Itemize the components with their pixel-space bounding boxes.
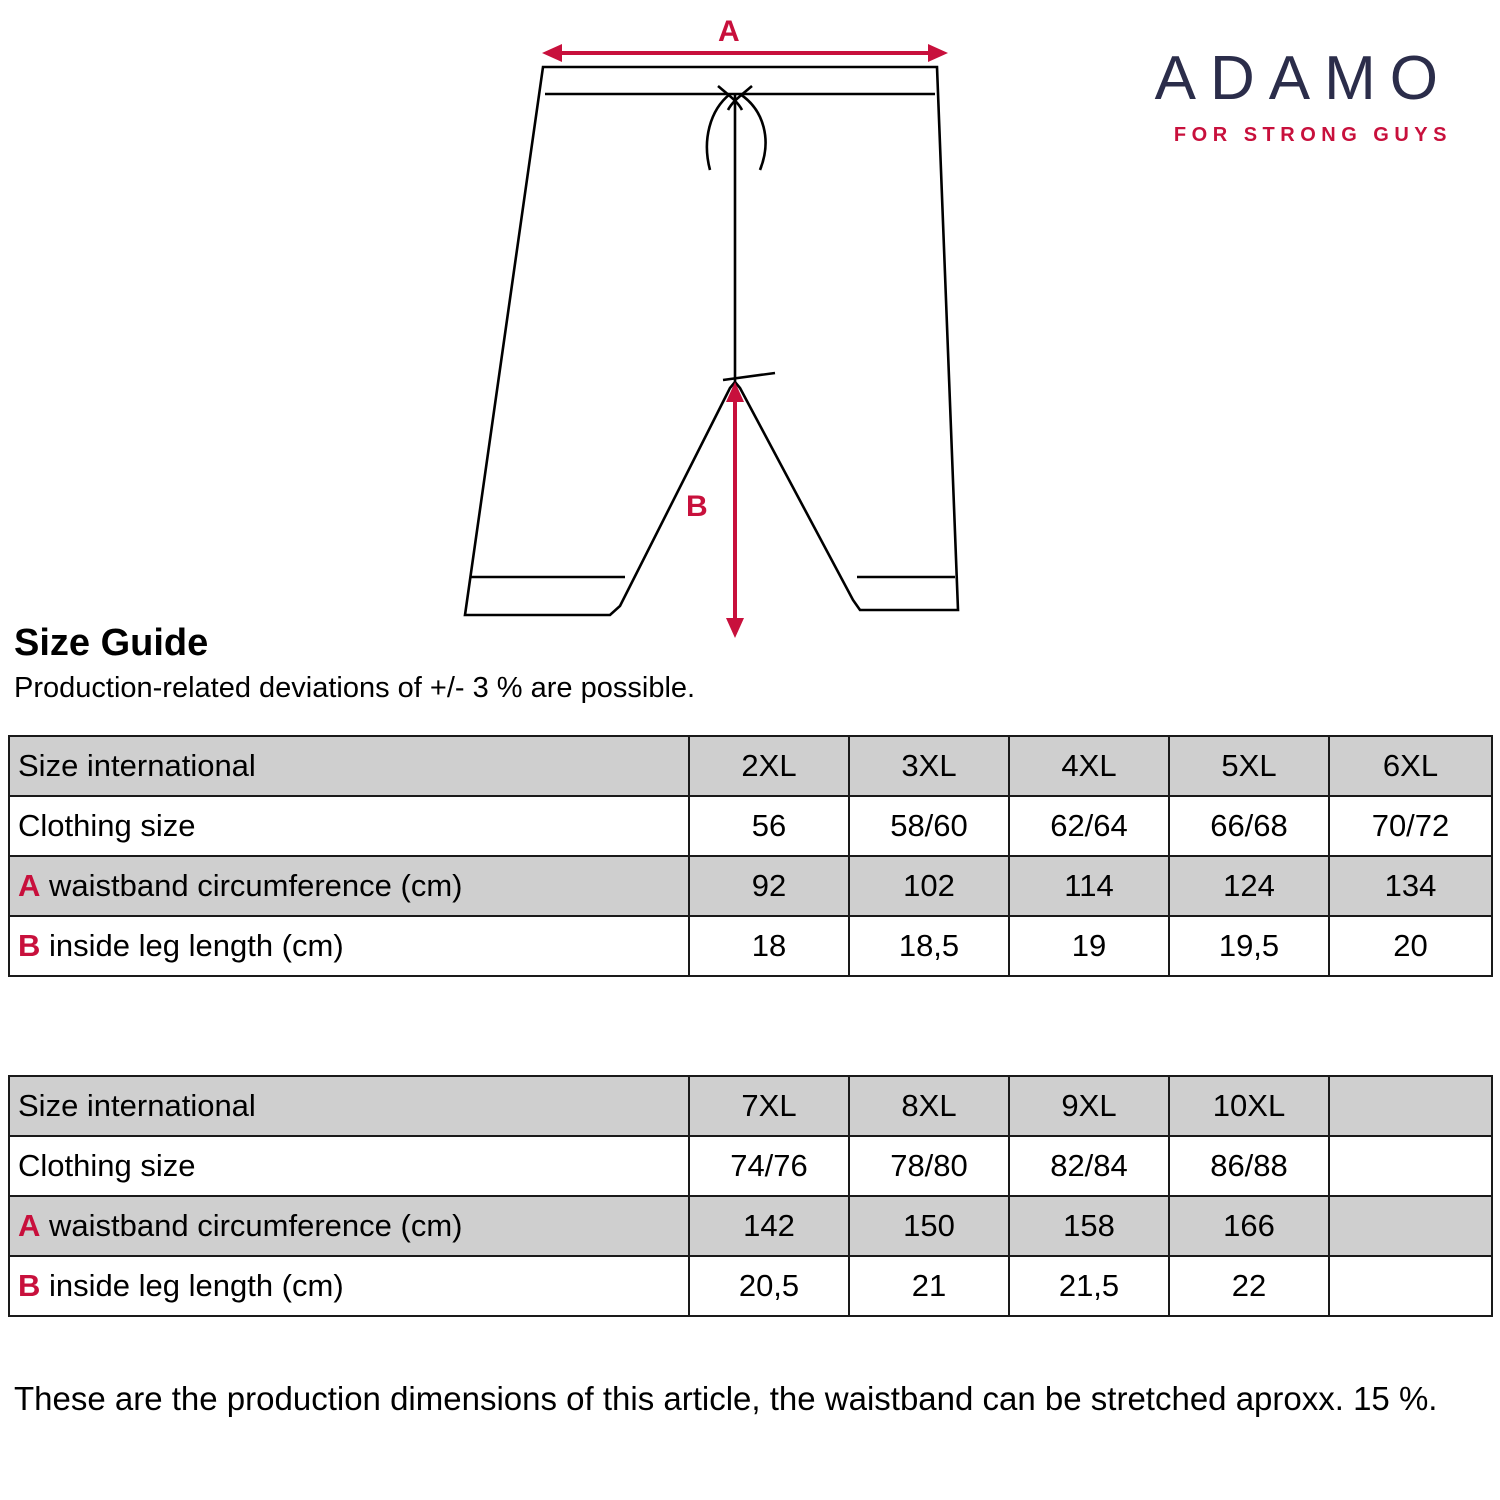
brand-name: ADAMO xyxy=(1154,44,1452,113)
cell-inside-leg: 21 xyxy=(849,1256,1009,1316)
cell-size: 8XL xyxy=(849,1076,1009,1136)
cell-clothing-size: 86/88 xyxy=(1169,1136,1329,1196)
row-label-waistband xyxy=(9,856,689,916)
cell-waistband: 92 xyxy=(689,856,849,916)
brand-tagline: FOR STRONG GUYS xyxy=(1173,124,1452,146)
footnote-text: These are the production dimensions of this article, the waistband can be stretched aproxx. 15 %. xyxy=(14,1380,1438,1417)
cell-clothing-size: 58/60 xyxy=(849,796,1009,856)
row-label-size-international: Size international xyxy=(9,736,689,796)
cell-clothing-size: 70/72 xyxy=(1329,796,1492,856)
measure-b-arrow xyxy=(726,382,744,638)
cell-clothing-size: 78/80 xyxy=(849,1136,1009,1196)
cell-clothing-size: 62/64 xyxy=(1009,796,1169,856)
cell-size: 7XL xyxy=(689,1076,849,1136)
dimension-label-a: A xyxy=(718,15,740,48)
table-row xyxy=(9,856,1492,916)
page-subtitle: Production-related deviations of +/- 3 % are possible. xyxy=(14,672,696,704)
cell-empty xyxy=(1329,1136,1492,1196)
table-row xyxy=(9,1136,1492,1196)
brand-logo xyxy=(1032,44,1452,147)
cell-waistband: 142 xyxy=(689,1196,849,1256)
table-row xyxy=(9,1076,1492,1136)
cell-waistband: 124 xyxy=(1169,856,1329,916)
marker-b: B xyxy=(18,1268,41,1303)
row-label-text: waistband circumference (cm) xyxy=(49,1208,463,1243)
table-row xyxy=(9,796,1492,856)
shorts-outline xyxy=(465,67,958,615)
table-row xyxy=(9,916,1492,976)
table-row xyxy=(9,736,1492,796)
marker-b: B xyxy=(18,928,41,963)
cell-size: 5XL xyxy=(1169,736,1329,796)
row-label-size-international: Size international xyxy=(9,1076,689,1136)
page-title: Size Guide xyxy=(14,622,209,664)
cell-clothing-size: 74/76 xyxy=(689,1136,849,1196)
marker-a: A xyxy=(18,868,41,903)
cell-waistband: 150 xyxy=(849,1196,1009,1256)
cell-size: 10XL xyxy=(1169,1076,1329,1136)
cell-size: 4XL xyxy=(1009,736,1169,796)
table-row xyxy=(9,1256,1492,1316)
cell-empty xyxy=(1329,1076,1492,1136)
row-label-text: inside leg length (cm) xyxy=(49,1268,344,1303)
cell-inside-leg: 19,5 xyxy=(1169,916,1329,976)
cell-inside-leg: 20 xyxy=(1329,916,1492,976)
marker-a: A xyxy=(18,1208,41,1243)
cell-waistband: 102 xyxy=(849,856,1009,916)
cell-inside-leg: 22 xyxy=(1169,1256,1329,1316)
cell-inside-leg: 18,5 xyxy=(849,916,1009,976)
cell-empty xyxy=(1329,1256,1492,1316)
shorts-illustration xyxy=(430,10,1050,660)
row-label-text: waistband circumference (cm) xyxy=(49,868,463,903)
row-label-inside-leg xyxy=(9,916,689,976)
cell-clothing-size: 82/84 xyxy=(1009,1136,1169,1196)
row-label-inside-leg xyxy=(9,1256,689,1316)
row-label-clothing-size: Clothing size xyxy=(9,1136,689,1196)
shorts-diagram-svg xyxy=(430,10,1050,660)
cell-clothing-size: 66/68 xyxy=(1169,796,1329,856)
cell-empty xyxy=(1329,1196,1492,1256)
cell-inside-leg: 19 xyxy=(1009,916,1169,976)
cell-clothing-size: 56 xyxy=(689,796,849,856)
dimension-label-b: B xyxy=(686,490,708,523)
row-label-text: inside leg length (cm) xyxy=(49,928,344,963)
size-table-2 xyxy=(8,1075,1493,1317)
measure-a-arrow xyxy=(542,44,948,62)
cell-waistband: 134 xyxy=(1329,856,1492,916)
row-label-clothing-size: Clothing size xyxy=(9,796,689,856)
size-table-1 xyxy=(8,735,1493,977)
cell-size: 2XL xyxy=(689,736,849,796)
cell-size: 9XL xyxy=(1009,1076,1169,1136)
cell-inside-leg: 18 xyxy=(689,916,849,976)
cell-inside-leg: 21,5 xyxy=(1009,1256,1169,1316)
cell-size: 3XL xyxy=(849,736,1009,796)
cell-inside-leg: 20,5 xyxy=(689,1256,849,1316)
cell-waistband: 158 xyxy=(1009,1196,1169,1256)
cell-waistband: 166 xyxy=(1169,1196,1329,1256)
row-label-waistband xyxy=(9,1196,689,1256)
table-row xyxy=(9,1196,1492,1256)
cell-waistband: 114 xyxy=(1009,856,1169,916)
cell-size: 6XL xyxy=(1329,736,1492,796)
